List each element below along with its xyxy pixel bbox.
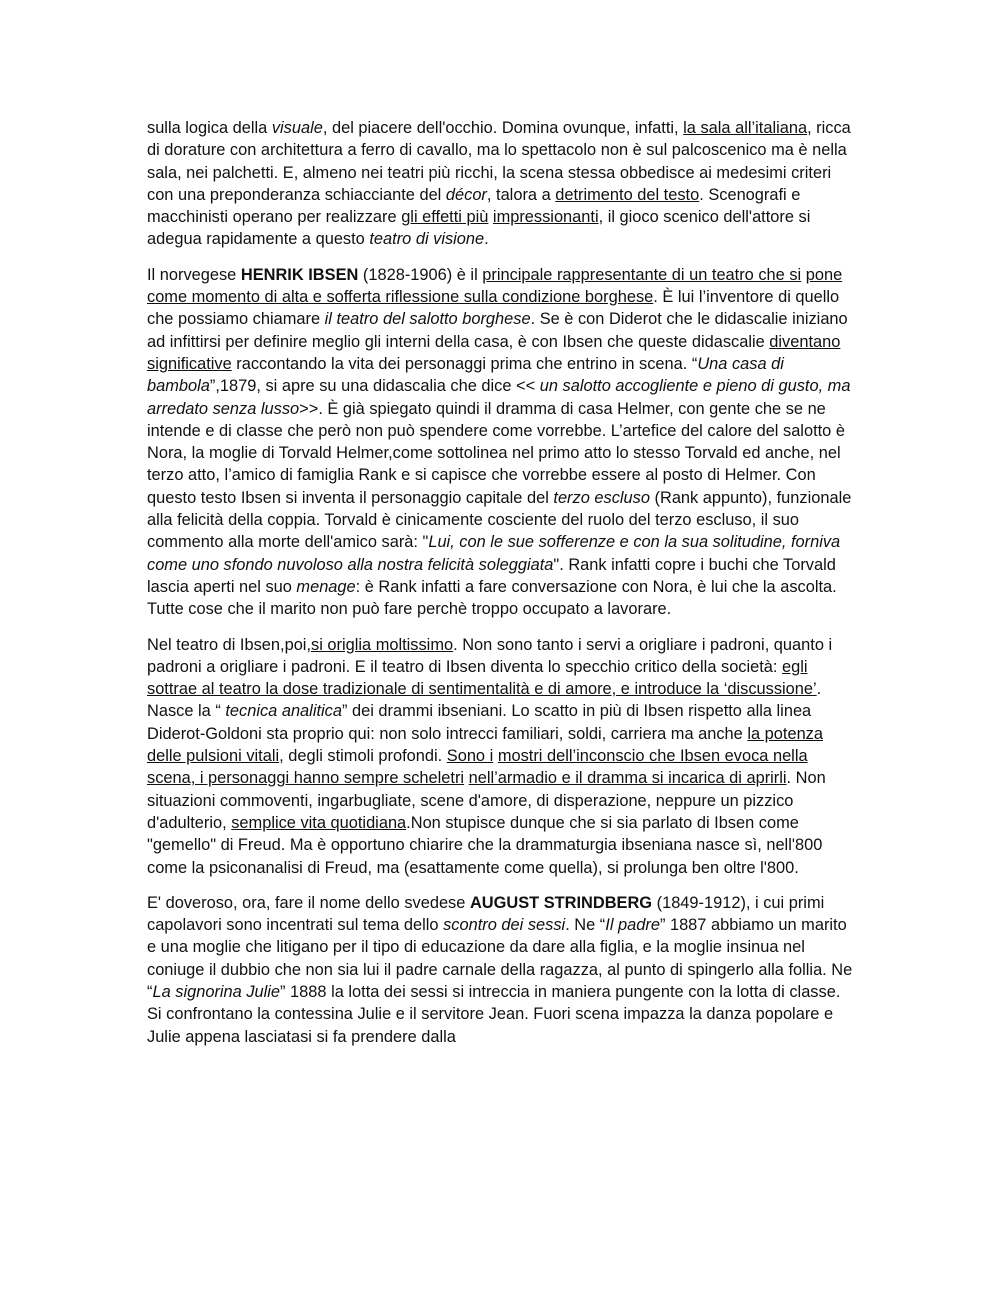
italic-text: visuale [271,119,323,137]
italic-text: scontro dei sessi [443,916,566,935]
text-run: sulla logica della [147,119,272,137]
italic-text: Una casa di bambola [147,354,784,396]
text-run: >>. È già spiegato quindi il dramma di casa Helmer, con gente che se ne intende e di classe che però non può spendere come vorrebbe. L’artefice del calore del salotto è Nora, la moglie di Torvald Helmer,come sottolinea nel primo atto lo stesso Torvald ed anche, nel terzo atto, l’amico di famiglia Rank e si capisce che vorrebbe essere al posto di Helmer. Con questo testo Ibsen si inventa il personaggio capitale del [147,399,845,507]
underlined-text: egli sottrae al teatro la dose tradizionale di sentimentalità e di amore, e introduce la ‘discussione’ [147,657,817,699]
italic-text: Lui, con le sue sofferenze e con la sua solitudine, forniva come uno sfondo nuvoloso alla nostra felicità soleggiata [147,533,841,574]
text-run: . [484,230,489,249]
paragraph [147,892,859,1048]
underlined-text: diventano significative [147,332,841,373]
italic-text: Il padre [605,916,660,935]
text-run: ” 1887 abbiamo un marito e una moglie che litigano per il tipo di educazione da dare alla figlia, e la moglie insinua nel coniuge il dubbio che non sia lui il padre carnale della ragazza, al punto di spingerlo alla follia. Ne “ [147,916,853,1001]
text-run: . Nasce la “ [147,680,822,721]
text-run: .Non stupisce dunque che si sia parlato di Ibsen come "gemello" di Freud. Ma è opportuno chiarire che la drammaturgia ibseniana nasce sì, nell'800 come la psiconanalisi di Freud, ma (esattamente come quella), si prolunga ben oltre l'800. [147,813,823,877]
text-run: , degli stimoli profondi. [279,747,447,766]
text-run: . Scenografi e macchinisti operano per realizzare [147,185,801,227]
text-run: Nel teatro di Ibsen,poi, [147,635,312,654]
document-page [147,117,859,1061]
text-run: Il norvegese [147,265,241,284]
underlined-text: Sono i [446,747,494,766]
text-run: (1828-1906) è il [358,265,483,284]
italic-text: terzo escluso [553,488,650,507]
underlined-text: semplice vita quotidiana [231,813,407,832]
text-run: . Non situazioni commoventi, ingarbugliate, scene d'amore, di disperazione, neppure un pizzico d'adulterio, [147,769,826,832]
text-run: . Ne “ [565,916,606,935]
text-run: . Non sono tanto i servi a origliare i padroni, quanto i padroni a origliare i padroni. E il teatro di Ibsen diventa lo specchio critico della società: [147,635,833,676]
text-run: : è Rank infatti a fare conversazione con Nora, è lui che la ascolta. Tutte cose che il marito non può fare perchè troppo occupato a lavorare. [147,577,837,619]
paragraph [147,264,859,621]
bold-text: AUGUST STRINDBERG [469,893,653,912]
underlined-text: gli effetti più [401,208,489,227]
text-run: , talora a [486,185,556,204]
text-run: E' doveroso, ora, fare il nome dello svedese [147,893,470,912]
underlined-text: pone come momento di alta e sofferta riflessione sulla condizione borghese [147,265,843,307]
italic-text: tecnica analitica [225,702,342,721]
paragraph [147,634,859,879]
text-run: ” dei drammi ibseniani. Lo scatto in più di Ibsen rispetto alla linea Diderot-Goldoni sta proprio qui: non solo intrecci familiari, soldi, carriera ma anche [147,702,812,743]
italic-text: il teatro del salotto borghese [324,310,531,329]
underlined-text: la sala all’italiana [683,119,808,137]
underlined-text: principale rappresentante di un teatro che si [482,265,802,284]
underlined-text: si origlia moltissimo [311,635,454,654]
text-run: , del piacere dell'occhio. Domina ovunque, infatti, [322,119,684,137]
text-run: ”,1879, si apre su una didascalia che dice << [209,377,540,396]
paragraph [147,117,859,251]
underlined-text: detrimento del testo [555,185,700,204]
italic-text: teatro di visione [369,230,485,249]
text-run: . È lui l’inventore di quello che possiamo chiamare [147,288,840,329]
italic-text: décor [445,185,487,204]
italic-text: La signorina Julie [152,982,281,1001]
text-run: ” 1888 la lotta dei sessi si intreccia in maniera pungente con la lotta di classe. Si confrontano la contessina Julie e il servitore Jean. Fuori scena impazza la danza popolare e Julie appena lasciatasi si fa prendere dalla [147,982,841,1046]
underlined-text: nell’armadio e il dramma si incarica di aprirli [468,769,787,788]
text-run: ". Rank infatti copre i buchi che Torvald lascia aperti nel suo [147,555,836,596]
underlined-text: mostri dell’inconscio che Ibsen evoca nella scena, i personaggi hanno sempre scheletri [147,747,808,788]
text-run: . Se è con Diderot che le didascalie iniziano ad infittirsi per definire meglio gli interni della casa, è con Ibsen che queste didascalie [147,310,848,351]
text-run: (1849-1912), i cui primi capolavori sono incentrati sul tema dello [147,893,825,935]
italic-text: un salotto accogliente e pieno di gusto, ma arredato senza lusso [147,377,851,418]
text-run: raccontando la vita dei personaggi prima che entrino in scena. “ [231,354,698,373]
bold-text: HENRIK IBSEN [240,265,359,284]
text-run: , il gioco scenico dell'attore si adegua rapidamente a questo [147,208,811,249]
text-run: , ricca di dorature con architettura a ferro di cavallo, ma lo spettacolo non è sul palcoscenico ma è nella sala, nei palchetti. E, almeno nei teatri più ricchi, la scena stessa obbedisce ai medesimi criteri con una preponderanza schiacciante del [147,119,851,204]
italic-text: menage [296,577,356,596]
underlined-text: la potenza delle pulsioni vitali [147,724,823,766]
underlined-text: impressionanti [492,208,599,227]
text-run: (Rank appunto), funzionale alla felicità della coppia. Torvald è cinicamente cosciente del ruolo del terzo escluso, il suo commento alla morte dell'amico sarà: " [147,488,852,552]
